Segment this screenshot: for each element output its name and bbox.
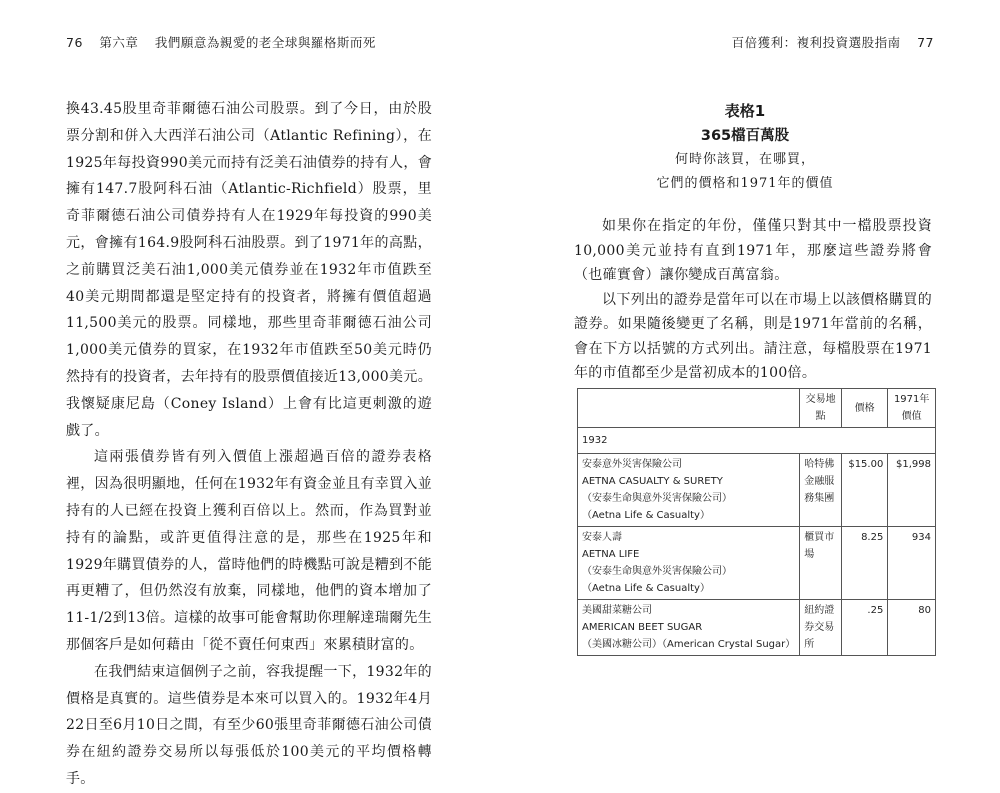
exchange-cell: 紐約證券交易所 <box>800 600 842 656</box>
chapter-title: 我們願意為親愛的老全球與羅格斯而死 <box>154 35 376 50</box>
paragraph: 如果你在指定的年份，僅僅只對其中一檔股票投資10,000美元並持有直到1971年，那麼這些證券將會（也確實會）讓你變成百萬富翁。 <box>574 218 932 283</box>
security-name-line: 安泰意外災害保險公司 <box>582 459 682 470</box>
year-row <box>578 428 936 454</box>
header-name <box>578 389 800 428</box>
security-name-line: （安泰生命與意外災害保險公司） <box>582 566 732 577</box>
value-cell: 80 <box>888 600 936 656</box>
security-name-line: 安泰人壽 <box>582 532 622 543</box>
left-running-head <box>66 33 376 51</box>
exchange-cell: 櫃買市場 <box>800 527 842 600</box>
table-header-row <box>578 389 936 428</box>
page-number: 77 <box>917 35 934 50</box>
right-running-head <box>732 33 934 51</box>
table-subtitle: 何時你該買，在哪買， <box>674 152 815 167</box>
table-subtitle: 它們的價格和1971年的價值 <box>656 176 834 191</box>
chapter-number: 第六章 <box>99 35 139 50</box>
year-label: 1932 <box>578 428 936 454</box>
exchange-cell: 哈特佛金融服務集團 <box>800 454 842 527</box>
left-body-text <box>66 96 432 793</box>
paragraph: 在我們結束這個例子之前，容我提醒一下，1932年的價格是真實的。這些債券是本來可以買入的。1932年4月22日至6月10日之間，有至少60張里奇菲爾德石油公司債券在紐約證券交易所以每張低於100美元的平均價格轉手。 <box>66 663 432 787</box>
security-name-line: AETNA CASUALTY & SURETY <box>582 476 723 487</box>
security-name-line: （安泰生命與意外災害保險公司） <box>582 493 732 504</box>
price-cell: 8.25 <box>841 527 887 600</box>
security-name-cell <box>578 527 800 600</box>
table-label: 表格1 <box>724 102 766 120</box>
security-name-cell <box>578 600 800 656</box>
security-name-line: AMERICAN BEET SUGAR <box>582 622 703 633</box>
price-cell: .25 <box>841 600 887 656</box>
value-cell: $1,998 <box>888 454 936 527</box>
header-value-line: 價值 <box>901 411 922 422</box>
book-title: 百倍獲利：複利投資選股指南 <box>731 35 901 50</box>
header-value <box>888 389 936 428</box>
right-body-text <box>574 214 932 386</box>
paragraph: 換43.45股里奇菲爾德石油公司股票。到了今日，由於股票分割和併入大西洋石油公司（Atlantic Refining），在1925年每投資990美元而持有泛美石油債券的持有人，會擁有147.7股阿科石油（Atlantic-Richfield）股票，里奇菲爾德石油公司債券持有人在1929年每投資的990美元，會擁有164.9股阿科石油股票。到了1971年的高點，之前購買泛美石油1,000美元債券並在1932年市值跌至40美元期間都還是堅定持有的投資者，將擁有價值超過11,500美元的股票。同樣地，那些里奇菲爾德石油公司1,000美元債券的買家，在1932年市值跌至50美元時仍然持有的投資者，去年持有的股票價值接近13,000美元。我懷疑康尼島（Coney Island）上會有比這更刺激的遊戲了。 <box>66 101 432 439</box>
table-row <box>578 527 936 600</box>
paragraph: 這兩張債券皆有列入價值上漲超過百倍的證券表格裡，因為很明顯地，任何在1932年有資金並且有幸買入並持有的人已經在投資上獲利百倍以上。然而，作為買對並持有的論點，或許更值得注意的是，那些在1925年和1929年購買債券的人，當時他們的時機點可說是糟到不能再更糟了，但仍然沒有放棄，同樣地，他們的資本增加了11-1/2到13倍。這樣的故事可能會幫助你理解達瑞爾先生那個客戶是如何藉由「從不賣任何東西」來累積財富的。 <box>66 449 432 653</box>
security-name-cell <box>578 454 800 527</box>
securities-table <box>577 388 936 656</box>
header-exchange: 交易地點 <box>800 389 842 428</box>
left-page <box>0 0 500 787</box>
table-row <box>578 600 936 656</box>
security-name-line: （美國冰糖公司）（American Crystal Sugar） <box>582 639 796 650</box>
table-row <box>578 454 936 527</box>
table-title: 365檔百萬股 <box>700 128 790 144</box>
paragraph: 以下列出的證券是當年可以在市場上以該價格購買的證券。如果隨後變更了名稱，則是1971年當前的名稱，會在下方以括號的方式列出。請注意，每檔股票在1971年的市值都至少是當初成本的100倍。 <box>574 291 932 381</box>
header-price: 價格 <box>841 389 887 428</box>
security-name-line: 美國甜菜糖公司 <box>582 605 652 616</box>
right-page <box>500 0 1000 710</box>
value-cell: 934 <box>888 527 936 600</box>
header-value-line: 1971年 <box>893 394 930 405</box>
price-cell: $15.00 <box>841 454 887 527</box>
security-name-line: （Aetna Life & Casualty） <box>582 583 710 594</box>
security-name-line: AETNA LIFE <box>582 549 640 560</box>
security-name-line: （Aetna Life & Casualty） <box>582 510 710 521</box>
page-number: 76 <box>66 35 83 50</box>
